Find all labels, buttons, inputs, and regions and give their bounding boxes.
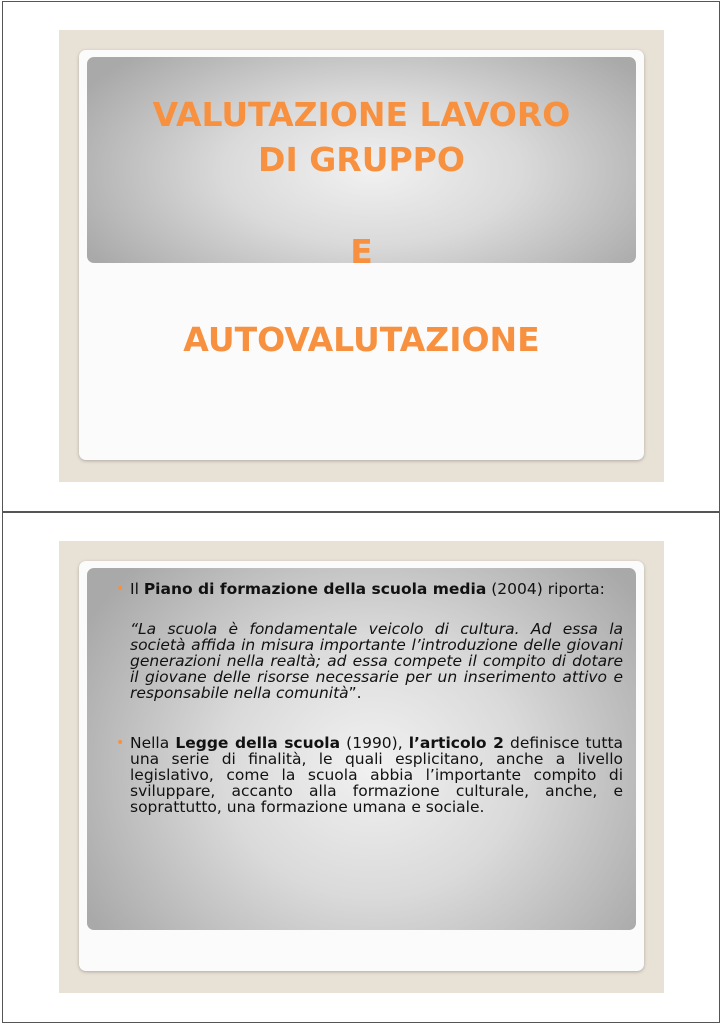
bullet-2-text bbox=[130, 735, 623, 815]
bullet-1-quote-end: ”. bbox=[348, 684, 362, 702]
bullet-item-piano bbox=[117, 581, 623, 701]
bullet-2-pre: Nella bbox=[130, 734, 176, 752]
bullet-1-post: (2004) riporta: bbox=[486, 580, 605, 598]
slide-1-card bbox=[79, 50, 644, 460]
title-line-2: DI GRUPPO bbox=[258, 140, 465, 179]
bullet-2-post: definisce tutta una serie di finalità, le quali esplicitano, anche a livello legislativo, come la scuola abbia l’importante compito di sviluppare, accanto alla formazione culturale, anche, e soprattutto, una formazione umana e sociale. bbox=[130, 734, 624, 816]
bullet-icon: • bbox=[116, 581, 125, 597]
bullet-2-mid: (1990), bbox=[340, 734, 409, 752]
slide-2-card bbox=[79, 561, 644, 971]
bullet-2-bold-1: Legge della scuola bbox=[175, 734, 341, 752]
slide-2-content bbox=[117, 581, 623, 815]
title-line-1: VALUTAZIONE LAVORO bbox=[152, 95, 571, 134]
title-line-3: E bbox=[350, 232, 373, 271]
bullet-icon: • bbox=[116, 735, 125, 751]
title-line-4: AUTOVALUTAZIONE bbox=[183, 320, 540, 359]
bullet-1-pre: Il bbox=[130, 580, 144, 598]
bullet-1-bold: Piano di formazione della scuola media bbox=[143, 580, 487, 598]
bullet-2-bold-2: l’articolo 2 bbox=[408, 734, 504, 752]
slide-2-content-panel bbox=[87, 568, 636, 930]
slide-2 bbox=[59, 541, 664, 993]
bullet-1-text bbox=[130, 581, 623, 597]
slide-1 bbox=[59, 30, 664, 482]
bullet-item-legge bbox=[117, 735, 623, 815]
bullet-1-quote bbox=[130, 621, 623, 701]
bullet-1-quote-text: “La scuola è fondamentale veicolo di cultura. Ad essa la società affida in misura importante l’introduzione delle giovani generazioni nella realtà; ad essa compete il compito di dotare il giovane delle risorse necessarie per un inserimento attivo e responsabile nella comunità bbox=[130, 620, 623, 702]
